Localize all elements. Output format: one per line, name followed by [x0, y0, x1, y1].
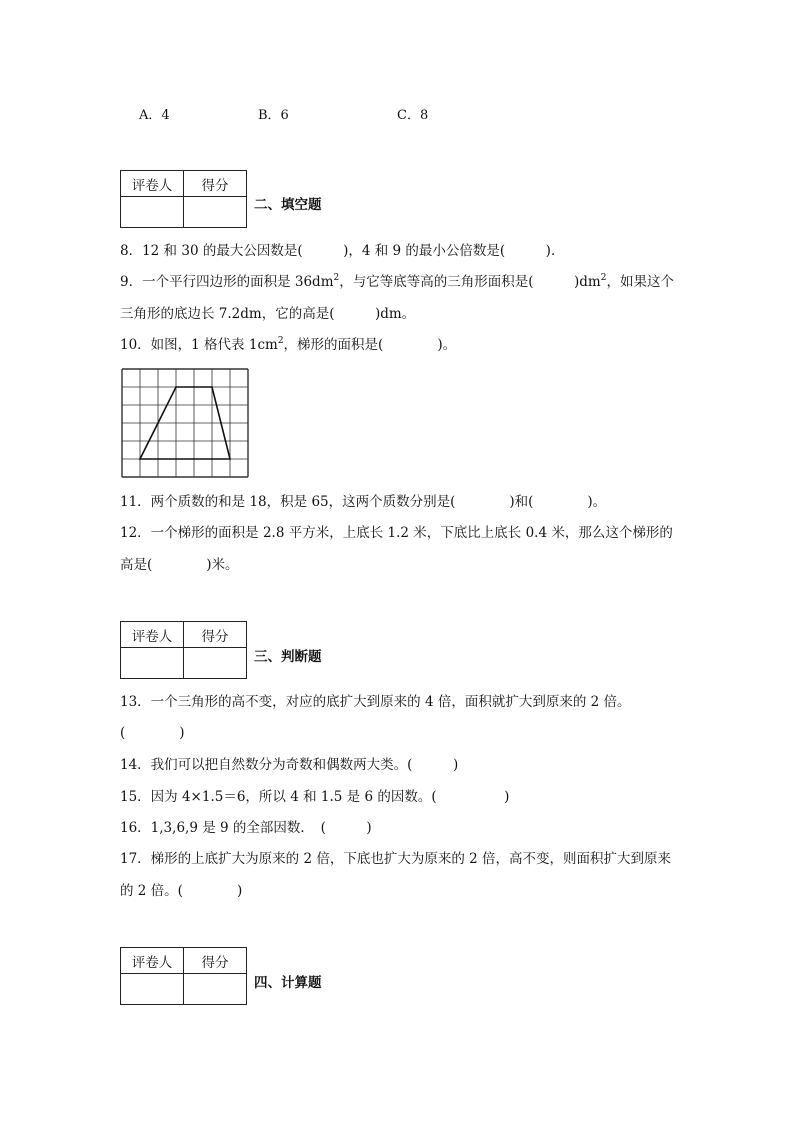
- section-title-calculation: 四、计算题: [254, 975, 322, 991]
- grader-header: 评卷人: [121, 948, 184, 974]
- q10-part-a: 10．如图，1 格代表 1cm: [120, 337, 278, 353]
- q9-sup-a: 2: [333, 273, 340, 283]
- section-title-true-false: 三、判断题: [254, 649, 322, 665]
- q9-part-c: ，如果这个: [606, 274, 674, 290]
- section-title-fill-blank: 二、填空题: [254, 197, 322, 213]
- q9-part-b: ，与它等底等高的三角形面积是( )dm: [339, 274, 601, 290]
- score-cell: [184, 648, 247, 679]
- q9-sup-b: 2: [600, 273, 607, 283]
- score-cell: [184, 974, 247, 1005]
- grader-header: 评卷人: [121, 622, 184, 648]
- question-17-line1: 17．梯形的上底扩大为原来的 2 倍，下底也扩大为原来的 2 倍，高不变，则面积扩大到原来: [120, 851, 672, 867]
- question-12-line1: 12．一个梯形的面积是 2.8 平方米，上底长 1.2 米，下底比上底长 0.4 米，那么这个梯形的: [120, 525, 673, 541]
- question-9-line2: 三角形的底边长 7.2dm，它的高是( )dm。: [120, 306, 416, 322]
- question-17-line2: 的 2 倍。( ): [120, 883, 243, 899]
- score-header: 得分: [184, 948, 247, 974]
- score-table-4: [120, 947, 247, 1005]
- question-9-line1: [120, 273, 674, 291]
- question-15: 15．因为 4×1.5＝6，所以 4 和 1.5 是 6 的因数。( ): [120, 789, 510, 805]
- option-b: B．6: [258, 108, 289, 123]
- question-8: 8．12 和 30 的最大公因数是( )，4 和 9 的最小公倍数是( )．: [120, 243, 565, 259]
- score-table-2: [120, 170, 247, 228]
- score-header: 得分: [184, 622, 247, 648]
- option-c: C．8: [397, 108, 429, 123]
- question-11: 11．两个质数的和是 18，积是 65，这两个质数分别是( )和( )。: [120, 494, 607, 510]
- score-cell: [184, 197, 247, 228]
- score-table-3: [120, 621, 247, 679]
- question-12-line2: 高是( )米。: [120, 557, 239, 573]
- grader-cell: [121, 197, 184, 228]
- question-10: [120, 336, 456, 354]
- question-13-line1: 13．一个三角形的高不变，对应的底扩大到原来的 4 倍，面积就扩大到原来的 2 倍。: [120, 694, 631, 710]
- grader-cell: [121, 974, 184, 1005]
- q9-part-a: 9．一个平行四边形的面积是 36dm: [120, 274, 334, 290]
- question-13-line2: ( ): [120, 725, 185, 741]
- option-a: A．4: [139, 108, 170, 123]
- q10-sup: 2: [277, 336, 284, 346]
- question-16: 16．1,3,6,9 是 9 的全部因数． ( ): [120, 820, 372, 836]
- grader-cell: [121, 648, 184, 679]
- score-header: 得分: [184, 171, 247, 197]
- question-14: 14．我们可以把自然数分为奇数和偶数两大类。( ): [120, 757, 459, 773]
- grader-header: 评卷人: [121, 171, 184, 197]
- trapezoid-grid-figure: [121, 368, 249, 478]
- q10-part-b: ，梯形的面积是( )。: [283, 337, 457, 353]
